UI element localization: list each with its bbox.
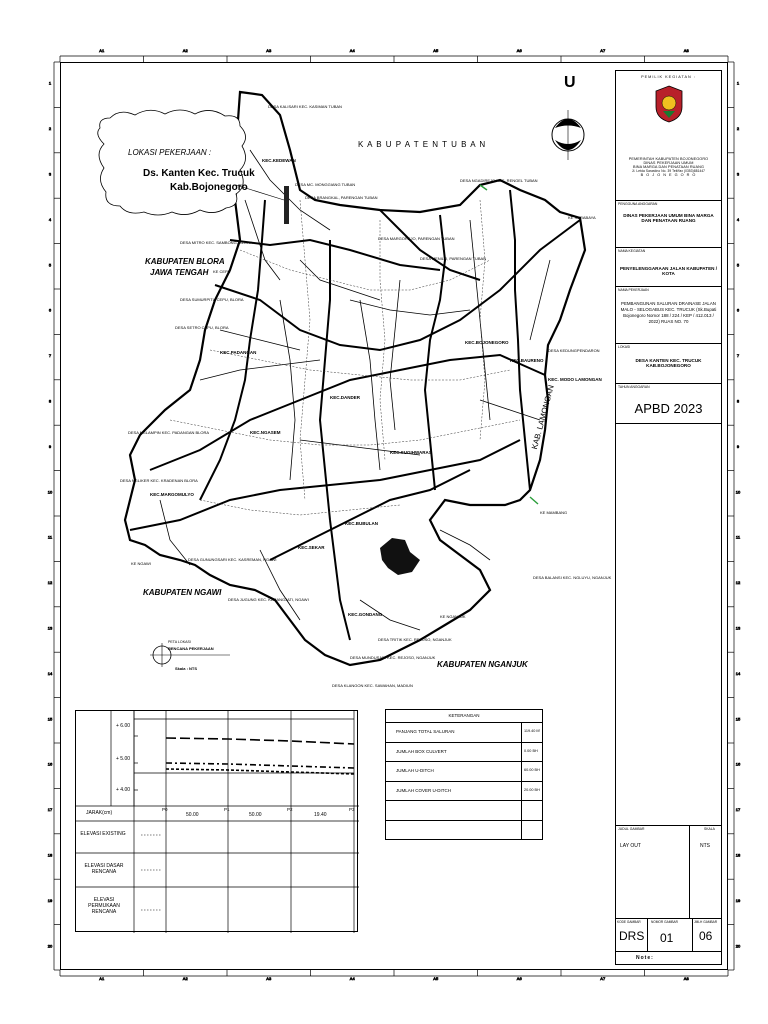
gov-line-3: BINA MARGA DAN PENATAAN RUANG: [632, 165, 705, 169]
grid-column-label: A5: [433, 48, 439, 53]
grid-column-label: A1: [99, 976, 105, 981]
place-label: DESA NGLIKER KEC. KRADENAN BLORA: [120, 478, 198, 483]
grid-column-label: A1: [99, 48, 105, 53]
scale-divider: [689, 826, 690, 919]
place-label: DESA NGADIREJO KEC. RENGEL TUBAN: [460, 178, 538, 183]
kab-tuban-label: K A B U P A T E N T U B A N: [358, 140, 487, 149]
drawing-number-section: [616, 919, 721, 952]
grid-row-label: 18: [735, 852, 741, 858]
keterangan-row: [386, 742, 542, 763]
unit-section: [616, 201, 721, 248]
drawing-label: JUDUL GAMBAR: [618, 827, 645, 831]
work-label: NAMA PEKERJAAN: [618, 288, 649, 292]
grid-row-label: 20: [47, 943, 53, 949]
code-label: KODE GAMBAR: [617, 920, 641, 924]
grid-row-label: 5: [48, 262, 52, 268]
grid-row-label: 11: [735, 534, 741, 540]
legend-scale: Skala : NTS: [175, 666, 198, 671]
grid-row-label: 5: [736, 262, 740, 268]
keterangan-row-label: JUMLAH BOX CULVERT: [396, 748, 447, 754]
grid-row-label: 6: [736, 307, 740, 313]
jarak-label: JARAK(cm): [86, 810, 113, 816]
keterangan-row-value: 60.00 BH: [524, 768, 540, 773]
grid-row-label: 8: [736, 398, 740, 404]
row-elevasi-permukaan: ELEVASI PERMUKAAN RENCANA: [88, 897, 120, 915]
kab-ngawi-label: KABUPATEN NGAWI: [143, 588, 222, 597]
grid-row-label: 4: [736, 216, 740, 222]
owner-label: PEMILIK KEGIATAN :: [641, 75, 696, 79]
gov-address: [616, 157, 721, 177]
place-label: KEC.BOJONEGORO: [465, 340, 509, 345]
kabupaten-logo: [654, 85, 684, 123]
profile-lines: [166, 738, 354, 774]
legend-subtitle: RENCANA PEKERJAAN: [168, 646, 214, 651]
drawing-title: LAY OUT: [620, 843, 641, 849]
col-divider-2: [692, 919, 693, 952]
place-label: KE CEPU: [213, 269, 231, 274]
place-label: KEC.PADANGAN: [220, 350, 257, 355]
lokasi-title: LOKASI PEKERJAAN :: [128, 148, 212, 157]
grid-column-label: A7: [600, 976, 606, 981]
place-label: KEC.MARGOMULYO: [150, 492, 194, 497]
count-label: JMLH GAMBAR: [694, 920, 718, 924]
work-location-marker: [284, 186, 289, 224]
grid-row-label: 14: [47, 670, 53, 676]
scale-label: SKALA: [704, 827, 715, 831]
grid-column-label: A3: [266, 976, 272, 981]
place-label: KE NGANJUK: [440, 614, 466, 619]
unit-label: PENGGUNA ANGGARAN: [618, 202, 658, 206]
station-p2: P2: [287, 807, 293, 812]
grid-column-label: A3: [266, 48, 272, 53]
grid-row-label: 18: [47, 852, 53, 858]
place-label: DESA SETRO CEPU, BLORA: [175, 325, 229, 330]
scale-value: NTS: [700, 843, 710, 849]
grid-row-label: 6: [48, 307, 52, 313]
work-section: [616, 287, 721, 344]
lokasi-line-2: Kab.Bojonegoro: [170, 182, 248, 193]
place-label: DESA GUNUNGSARI KEC. KASREMAN, NGAWI: [188, 557, 277, 562]
location-callout-cloud: [98, 110, 246, 215]
kab-blora-label: KABUPATEN BLORA: [145, 257, 225, 266]
grid-row-label: 2: [736, 126, 740, 132]
grid-column-label: A7: [600, 48, 606, 53]
keterangan-row: [386, 761, 542, 782]
keterangan-row-label: PANJANG TOTAL SALURAN: [396, 729, 455, 734]
keterangan-row-label: JUMLAH U-DITCH: [396, 768, 434, 774]
compass-north-letter: U: [564, 74, 576, 91]
drawing-title-section: [616, 826, 721, 919]
grid-row-label: 9: [736, 443, 740, 449]
place-label: DESA KALISARI KEC. KASIMAN TUBAN: [268, 104, 342, 109]
grid-column-label: A5: [433, 976, 439, 981]
keterangan-row: [386, 800, 542, 821]
grid-row-label: 2: [48, 126, 52, 132]
grid-row-label: 13: [47, 625, 53, 631]
grid-row-label: 7: [48, 353, 52, 359]
keterangan-row: [386, 722, 542, 743]
grid-row-label: 1: [48, 80, 52, 86]
activity-text: PENYELENGGARAAN JALAN KABUPATEN / KOTA: [619, 266, 718, 276]
place-label: DESA BRANGKAL, PARENGAN TUBAN: [305, 195, 378, 200]
place-label: KEC.BUBULAN: [345, 521, 378, 526]
gov-line-1: PEMERINTAH KABUPATEN BOJONEGORO: [628, 157, 709, 161]
place-label: DESA MENILO, PARENGAN TUBAN: [420, 256, 487, 261]
gov-line-5: B O J O N E G O R O: [640, 173, 697, 177]
place-label: DESA BALANSI KEC. NGLUYU, NGANJUK: [533, 575, 612, 580]
activity-section: [616, 248, 721, 287]
number-label: NOMOR GAMBAR: [651, 920, 678, 924]
gov-line-2: DINAS PEKERJAAN UMUM: [643, 161, 694, 165]
distance-3: 19.40: [314, 812, 327, 818]
grid-row-label: 13: [735, 625, 741, 631]
grid-row-label: 10: [735, 489, 741, 495]
place-label: KE SURABAYA: [568, 215, 596, 220]
grid-row-label: 1: [736, 80, 740, 86]
grid-column-label: A6: [516, 976, 522, 981]
grid-row-label: 11: [47, 534, 53, 540]
gov-line-4: Jl. Letda Sarastino No. 39 Telf/fax (0353)881447: [631, 169, 706, 173]
title-block: [615, 70, 722, 965]
profile-table: [75, 710, 358, 932]
grid-row-label: 15: [735, 716, 741, 722]
place-label: KE MAMBANG: [540, 510, 568, 515]
place-label: KEC.SUGIHWARAS: [390, 450, 432, 455]
place-label: KEC.GONDANG: [348, 612, 383, 617]
place-label: KEC.KEDEWAN: [262, 158, 296, 163]
place-label: KEC. MODO LAMONGAN: [548, 377, 602, 382]
place-label: KEC.SEKAR: [298, 545, 325, 550]
grid-row-label: 19: [735, 897, 741, 903]
grid-column-label: A8: [683, 48, 689, 53]
station-p3: P3: [349, 807, 355, 812]
grid-row-label: 9: [48, 443, 52, 449]
elev-tick-6: + 6.00: [116, 723, 131, 729]
place-label: KEC.NGASEM: [250, 430, 281, 435]
distance-1: 50.00: [186, 812, 199, 818]
kab-lamongan-label: KAB. LAMONGAN: [530, 384, 556, 451]
station-p1: P1: [224, 807, 230, 812]
distance-2: 50.00: [249, 812, 262, 818]
number-value: 01: [660, 931, 674, 945]
station-p0: P0: [162, 807, 168, 812]
grid-row-label: 4: [48, 216, 52, 222]
keterangan-table: [385, 709, 543, 840]
keterangan-row-label: JUMLAH COVER U-DITCH: [396, 787, 452, 793]
place-label: DESA MC. MONGGIANG TUBAN: [295, 182, 356, 187]
elev-tick-5: + 5.00: [116, 756, 131, 762]
location-section: [616, 344, 721, 384]
row-elevasi-dasar: ELEVASI DASAR RENCANA: [84, 863, 124, 875]
unit-text: DINAS PEKERJAAN UMUM BINA MARGA DAN PENATAAN RUANG: [623, 213, 714, 223]
grid-row-label: 12: [735, 580, 741, 586]
location-label: LOKASI: [618, 345, 631, 349]
place-label: DESA MARGOREJO, PARENGAN TUBAN: [378, 236, 455, 241]
grid-row-label: 7: [736, 353, 740, 359]
grid-row-label: 8: [48, 398, 52, 404]
place-label: KE NGAWI: [131, 561, 151, 566]
place-label: DESA NGLAMPIN KEC. PADANGAN BLORA: [128, 430, 210, 435]
place-label: KEC.BAURENO: [510, 358, 544, 363]
grid-row-label: 3: [736, 171, 740, 177]
work-text: PEMBANGUNAN SALURAN DRAINASE JALAN MALO - SELOGABUS KEC. TRUCUK (Sk.Bupati Bojonegoro Nomor 188 / 224 / KEP / 412.013 / 2022) RUAS NO. 70: [620, 301, 717, 324]
grid-row-label: 3: [48, 171, 52, 177]
col-divider-1: [647, 919, 648, 952]
legend-title: PETA LOKASI: [168, 640, 191, 644]
elev-tick-4: + 4.00: [116, 787, 131, 793]
keterangan-row-value: 0.00 BH: [524, 748, 538, 753]
grid-row-label: 17: [47, 807, 53, 813]
lokasi-line-1: Ds. Kanten Kec. Trucuk: [143, 168, 255, 179]
note-label: Note:: [636, 955, 654, 961]
blank-section: [616, 424, 721, 826]
grid-column-label: A8: [683, 976, 689, 981]
count-value: 06: [699, 929, 713, 943]
grid-row-label: 15: [47, 716, 53, 722]
north-compass: [552, 110, 584, 160]
grid-row-label: 16: [735, 761, 741, 767]
grid-row-label: 14: [735, 670, 741, 676]
jawa-tengah-label: JAWA TENGAH: [150, 268, 209, 277]
grid-row-label: 17: [735, 807, 741, 813]
place-label: DESA MUNDUSARI KEC. REJOSO, NGANJUK: [350, 655, 436, 660]
place-label: DESA TRITIK KEC. REJOSO, NGANJUK: [378, 637, 452, 642]
grid-row-label: 12: [47, 580, 53, 586]
budget-label: TAHUN ANGGARAN: [618, 385, 650, 389]
keterangan-row-value: 119.40 M': [524, 729, 541, 733]
place-label: DESA MITRO KEC. SAMBONG, BLORA: [180, 240, 253, 245]
grid-row-label: 19: [47, 897, 53, 903]
grid-column-label: A4: [349, 48, 355, 53]
row-elevasi-existing: ELEVASI EXISTING: [80, 831, 126, 837]
activity-label: NAMA KEGIATAN: [618, 249, 646, 253]
place-label: KEC.DANDER: [330, 395, 361, 400]
location-text: DESA KANTEN KEC. TRUCUK KAB.BOJONEGORO: [635, 358, 702, 368]
code-value: DRS: [619, 929, 645, 943]
keterangan-row: [386, 820, 542, 840]
grid-column-label: A4: [349, 976, 355, 981]
keterangan-title: KETERANGAN: [448, 713, 480, 718]
grid-column-label: A2: [182, 48, 188, 53]
grid-row-label: 10: [47, 489, 53, 495]
budget-section: [616, 384, 721, 424]
kab-nganjuk-label: KABUPATEN NGANJUK: [437, 660, 528, 669]
grid-row-label: 20: [735, 943, 741, 949]
budget-text: APBD 2023: [634, 401, 703, 416]
place-label: DESA SUMURPITU CEPU, BLORA: [180, 297, 244, 302]
keterangan-row: [386, 781, 542, 802]
owner-section: [616, 71, 721, 201]
place-label: DESA KLANGON KEC. SAWAHAN, MADIUN: [332, 683, 413, 688]
place-label: DESA JUGUNG KEC. KARANGJATI, NGAWI: [228, 597, 309, 602]
place-label: DESA KEDUNGPENDARON: [548, 348, 600, 353]
grid-column-label: A2: [182, 976, 188, 981]
grid-row-label: 16: [47, 761, 53, 767]
keterangan-row-value: 20.00 BH: [524, 787, 540, 792]
grid-column-label: A6: [516, 48, 522, 53]
